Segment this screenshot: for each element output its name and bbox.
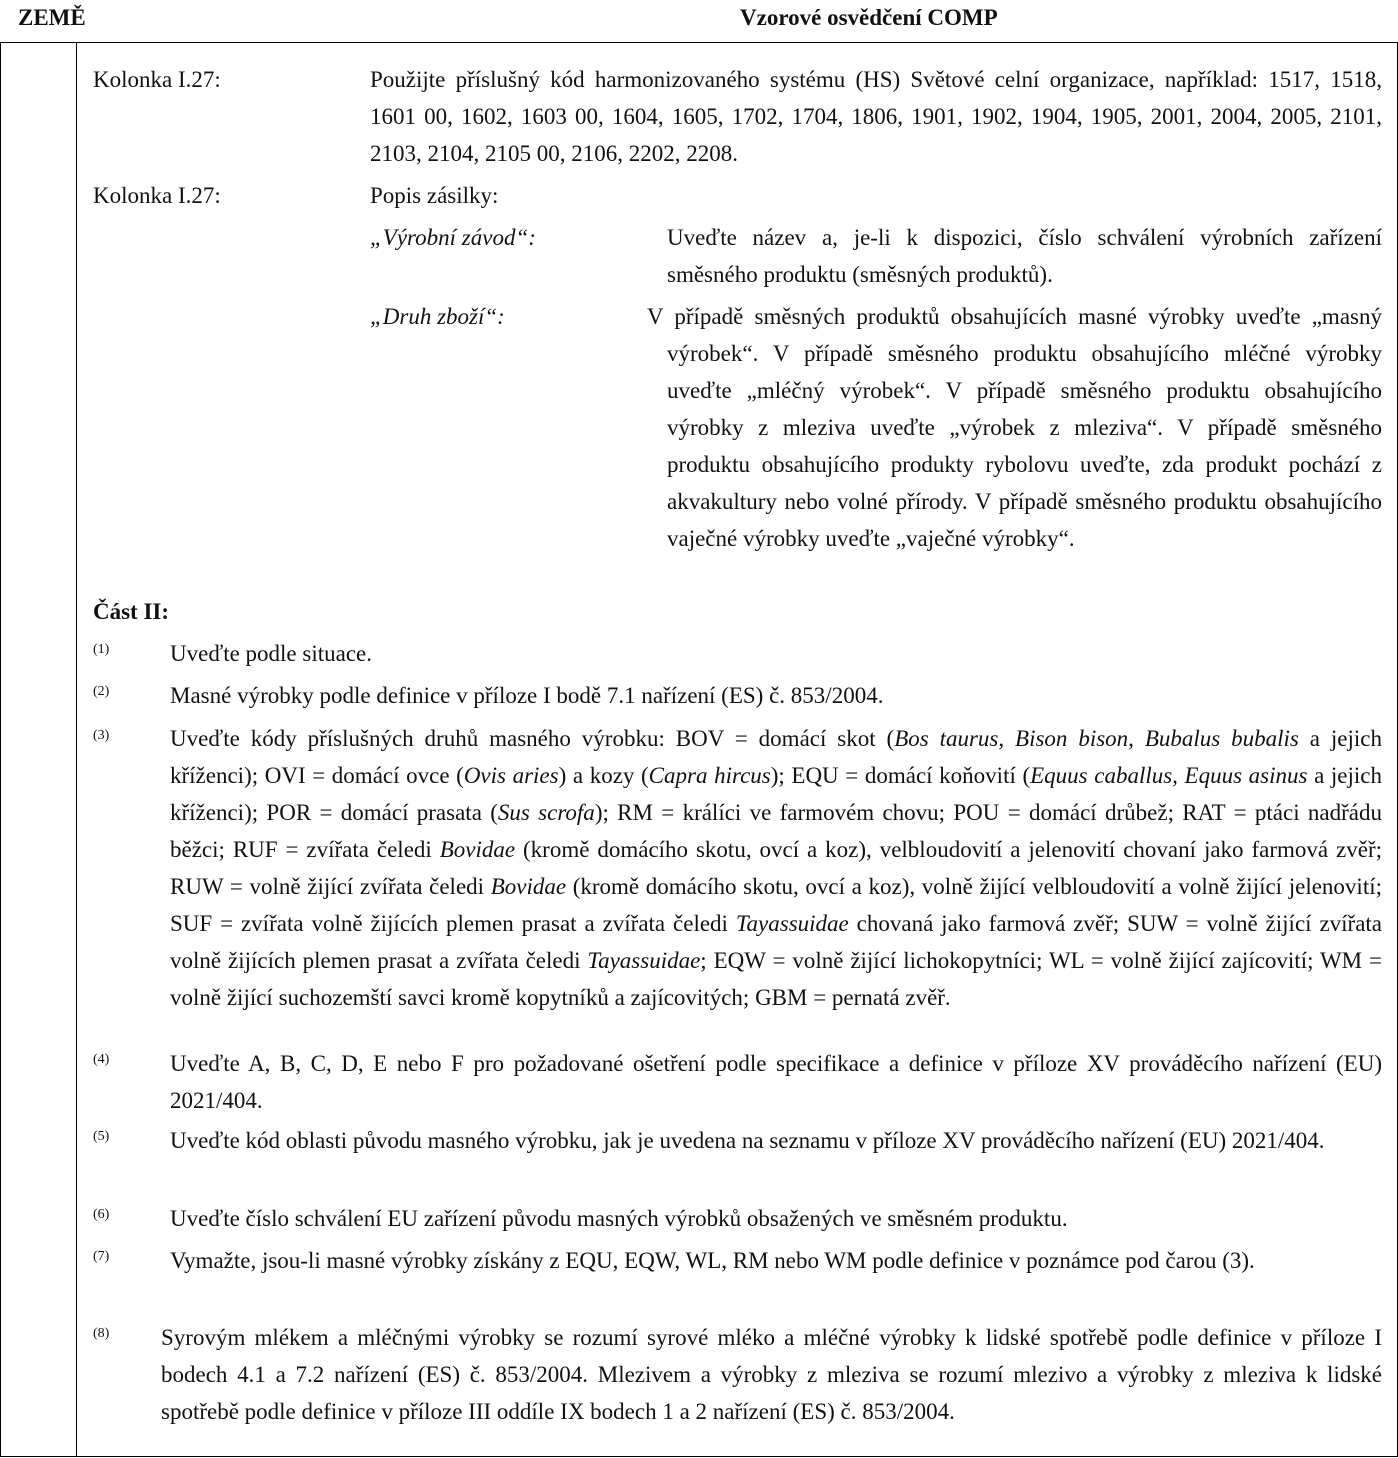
footnote-species-codes: Uveďte kódy příslušných druhů masného výrobku: BOV = domácí skot (Bos taurus, Bison bison, Bubalus bubalis a jejich kříženci); OVI = domácí ovce (Ovis aries) a kozy (Capra hircus); EQU = domácí koňovití (Equus caballus, Equus asinus a jejich kříženci); POR = domácí prasata (Sus scrofa); RM = králíci ve farmovém chovu; POU = domácí drůbež; RAT = ptáci nadřádu běžci; RUF = zvířata čeledi Bovidae (kromě domácího skotu, ovcí a koz), velbloudovití a jelenovití chovaní jako farmová zvěř; RUW = volně žijící zvířata čeledi Bovidae (kromě domácího skotu, ovcí a koz), volně žijící velbloudovití a volně žijící jelenovití; SUF = zvířata volně žijících plemen prasat a zvířata čeledi Tayassuidae chovaná jako farmová zvěř; SUW = volně žijící zvířata volně žijících plemen prasat a zvířata čeledi Tayassuidae; EQW = volně žijící lichokopytníci; WL = volně žijící zajícovití; WM = volně žijící suchozemští savci kromě kopytníků a zajícovitých; GBM = pernatá zvěř.: [170, 726, 1383, 1010]
footnote-text: Uveďte číslo schválení EU zařízení původu masných výrobků obsažených ve směsném produktu.: [170, 1206, 1068, 1231]
footnote-number: (6): [93, 1207, 110, 1222]
footnote-text: Masné výrobky podle definice v příloze I bodě 7.1 nařízení (ES) č. 853/2004.: [170, 683, 884, 708]
footnote-number: (8): [93, 1326, 110, 1341]
footnote-number: (3): [93, 728, 110, 743]
footnote-text: Uveďte kód oblasti původu masného výrobku, jak je uvedena na seznamu v příloze XV prováděcího nařízení (EU) 2021/404.: [170, 1128, 1325, 1153]
box-label-hs: Kolonka I.27:: [93, 67, 221, 92]
commodity-text: V případě směsných produktů obsahujících masné výrobky uveďte „masný výrobek“. V případě směsného produktu obsahujícího mléčné výrobky uveďte „mléčný výrobek“. V případě směsného produktu obsahujícího výrobky z mleziva uveďte „výrobek z mleziva“. V případě směsného produktu obsahujícího produkty rybolovu uveďte, zda produkt pochází z akvakultury nebo volné přírody. V případě směsného produktu obsahujícího vaječné výrobky uveďte „vaječné výrobky“.: [647, 304, 1382, 551]
notes-content: [77, 43, 1397, 1456]
country-heading: ZEMĚ: [18, 5, 86, 30]
footnote-text: Uveďte A, B, C, D, E nebo F pro požadované ošetření podle specifikace a definice v příloze XV prováděcího nařízení (EU) 2021/404.: [170, 1051, 1382, 1113]
footnote-text: Uveďte podle situace.: [170, 641, 372, 666]
part-ii-heading: Část II:: [93, 599, 170, 624]
footnote-number: (7): [93, 1249, 110, 1264]
commodity-label: „Druh zboží“:: [370, 304, 505, 329]
footnote-raw-milk: Syrovým mlékem a mléčnými výrobky se rozumí syrové mléko a mléčné výrobky k lidské spotřebě podle definice v příloze I bodech 4.1 a 7.2 nařízení (ES) č. 853/2004. Mlezivem a výrobky z mleziva se rozumí mlezivo a výrobky z mleziva k lidské spotřebě podle definice v příloze III oddíle IX bodech 1 a 2 nařízení (ES) č. 853/2004.: [161, 1325, 1382, 1424]
manufacturing-plant-text: Uveďte název a, je-li k dispozici, číslo schválení výrobních zařízení směsného produktu (směsných produktů).: [667, 225, 1382, 287]
footnote-number: (1): [93, 642, 110, 657]
footnote-number: (4): [93, 1052, 110, 1067]
box-text-hs: Použijte příslušný kód harmonizovaného systému (HS) Světové celní organizace, například: 1517, 1518, 1601 00, 1602, 1603 00, 1604, 1605, 1702, 1704, 1806, 1901, 1902, 1904, 1905, 2001, 2004, 2005, 2101, 2103, 2104, 2105 00, 2106, 2202, 2208.: [370, 67, 1382, 166]
box-label-description: Kolonka I.27:: [93, 183, 221, 208]
description-intro: Popis zásilky:: [370, 183, 499, 208]
footnote-text: Vymažte, jsou-li masné výrobky získány z EQU, EQW, WL, RM nebo WM podle definice v poznámce pod čarou (3).: [170, 1248, 1255, 1273]
notes-table: [0, 42, 1398, 1457]
footnote-number: (5): [93, 1129, 110, 1144]
manufacturing-plant-label: „Výrobní závod“:: [370, 225, 536, 250]
certificate-title: Vzorové osvědčení COMP: [740, 5, 998, 30]
footnote-number: (2): [93, 684, 110, 699]
page-header: [0, 0, 1398, 38]
